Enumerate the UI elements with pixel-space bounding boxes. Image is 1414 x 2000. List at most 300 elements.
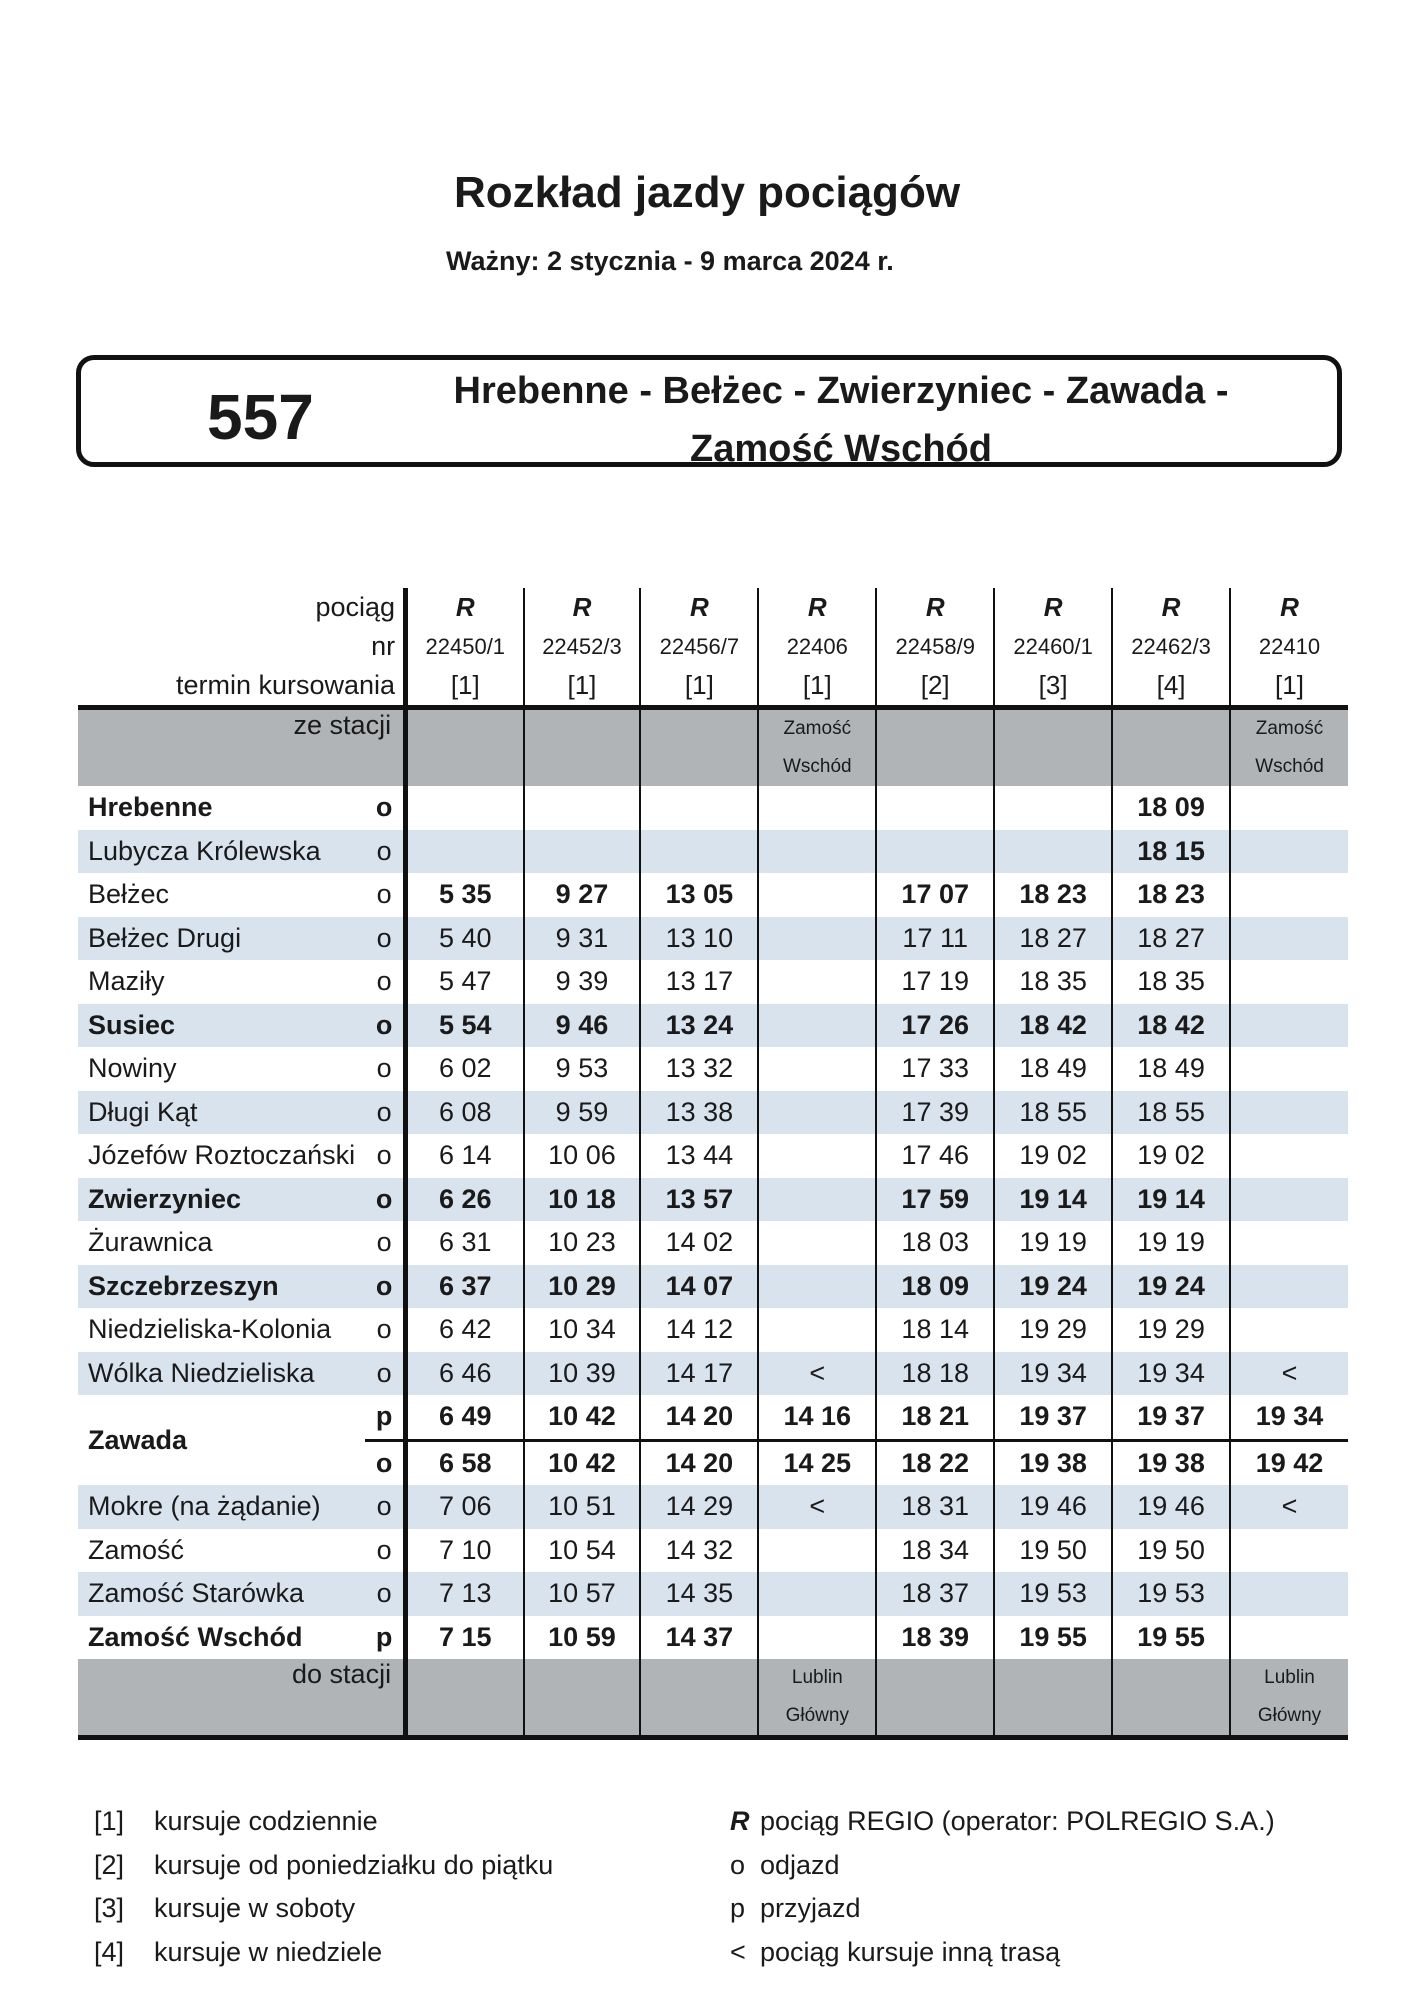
arrival-departure-mark: o (365, 1529, 405, 1573)
station-name: Zamość Wschód (88, 1621, 303, 1652)
station-name: Maziły (88, 966, 165, 997)
arrival-departure-mark: o (365, 1178, 405, 1222)
departure-time: 6 02 (439, 1053, 492, 1084)
legend-schedule-terms (94, 1800, 553, 1974)
departure-time: 18 49 (1112, 1047, 1230, 1091)
departure-time: 14 02 (640, 1221, 758, 1265)
departure-time (640, 830, 758, 874)
station-name: Bełżec Drugi (78, 917, 365, 961)
departure-time: 19 53 (994, 1572, 1112, 1616)
train-category-row (78, 588, 1348, 627)
legend-key: [1] (94, 1806, 125, 1836)
departure-time: 18 35 (1112, 960, 1230, 1004)
legend-key: o (730, 1849, 746, 1880)
to-station-line-2: Główny (785, 1705, 849, 1726)
departure-time (876, 786, 994, 830)
train-category: R (1112, 588, 1230, 627)
station-row (78, 1616, 1348, 1660)
from-station (406, 708, 524, 787)
station-name: Lubycza Królewska (78, 830, 365, 874)
from-station-line-2: Wschód (1255, 756, 1324, 777)
arrival-departure-mark: o (365, 960, 405, 1004)
departure-time: 6 26 (406, 1178, 524, 1222)
station-name: Długi Kąt (78, 1091, 365, 1135)
arrival-departure-mark: o (365, 786, 405, 830)
departure-time: 13 17 (640, 960, 758, 1004)
departure-time: 10 34 (524, 1308, 641, 1352)
departure-time (994, 830, 1112, 874)
to-station (640, 1659, 758, 1738)
departure-time (1230, 960, 1348, 1004)
from-station (524, 708, 641, 787)
station-name: Nowiny (88, 1053, 177, 1084)
station-name: Zamość (88, 1534, 185, 1565)
train-schedule-term: [1] (758, 666, 876, 708)
route-header-box (76, 355, 1342, 470)
departure-time: 19 55 (994, 1616, 1112, 1660)
departure-time: 19 29 (994, 1308, 1112, 1352)
departure-time (1230, 830, 1348, 874)
legend-key: [4] (94, 1936, 125, 1967)
departure-time: 6 08 (406, 1091, 524, 1135)
train-schedule-term: [2] (876, 666, 994, 708)
departure-time: 19 37 (1112, 1395, 1230, 1440)
departure-time: 17 11 (876, 917, 994, 961)
departure-time: 19 46 (1112, 1485, 1230, 1529)
station-row (78, 1265, 1348, 1309)
train-category: R (876, 588, 994, 627)
departure-time: 19 24 (994, 1265, 1112, 1309)
arrival-departure-mark: p (365, 1395, 405, 1440)
train-schedule-term: [3] (994, 666, 1112, 708)
arrival-departure-mark: o (365, 1134, 405, 1178)
legend-symbols (730, 1800, 1275, 1974)
from-station (1230, 708, 1348, 787)
station-row (78, 1572, 1348, 1616)
legend-item (94, 1844, 553, 1888)
departure-time (758, 960, 876, 1004)
departure-time: 13 44 (640, 1134, 758, 1178)
departure-time: 18 15 (1112, 830, 1230, 874)
train-schedule-term: [1] (524, 666, 641, 708)
departure-time: 19 14 (994, 1178, 1112, 1222)
departure-time: 14 37 (640, 1616, 758, 1660)
departure-time: 18 42 (994, 1004, 1112, 1048)
route-number: 557 (207, 381, 314, 453)
departure-time (1230, 917, 1348, 961)
departure-time: 17 26 (876, 1004, 994, 1048)
train-number: 22460/1 (994, 627, 1112, 666)
departure-time: 5 54 (406, 1004, 524, 1048)
departure-time: 19 38 (994, 1440, 1112, 1485)
departure-time: 14 35 (640, 1572, 758, 1616)
station-name: Zwierzyniec (78, 1178, 365, 1222)
from-station (758, 708, 876, 787)
arrival-departure-mark: o (365, 1265, 405, 1309)
station-name: Hrebenne (88, 792, 213, 823)
departure-time (758, 1004, 876, 1048)
train-number: 22450/1 (425, 633, 506, 659)
departure-time: 7 06 (406, 1485, 524, 1529)
departure-time: 14 20 (640, 1395, 758, 1440)
departure-time (1230, 1265, 1348, 1309)
departure-time (758, 786, 876, 830)
legend-key: R (730, 1806, 750, 1836)
departure-time (1230, 1616, 1348, 1660)
departure-time: 10 29 (524, 1265, 641, 1309)
station-row (78, 917, 1348, 961)
departure-time: 6 58 (439, 1447, 492, 1478)
arrival-departure-mark: o (365, 917, 405, 961)
legend-key: < (730, 1936, 746, 1967)
departure-time: 19 34 (994, 1352, 1112, 1396)
departure-time: 18 49 (994, 1047, 1112, 1091)
departure-time (1230, 1004, 1348, 1048)
departure-time (758, 1572, 876, 1616)
departure-time: 19 24 (1112, 1265, 1230, 1309)
departure-time: 6 42 (439, 1314, 492, 1345)
legend-text: kursuje w niedziele (154, 1936, 383, 1967)
departure-time: 14 29 (640, 1485, 758, 1529)
station-name: Mokre (na żądanie) (78, 1485, 365, 1529)
departure-time (758, 917, 876, 961)
departure-time (758, 1308, 876, 1352)
departure-time (524, 830, 641, 874)
departure-time: 6 14 (439, 1140, 492, 1171)
departure-time: 18 37 (876, 1572, 994, 1616)
to-station (1112, 1659, 1230, 1738)
departure-time: < (758, 1485, 876, 1529)
legend-key: [2] (94, 1849, 125, 1880)
station-row (78, 1485, 1348, 1529)
departure-time (758, 1091, 876, 1135)
departure-time: 18 21 (876, 1395, 994, 1440)
station-row (78, 873, 1348, 917)
departure-time (758, 1221, 876, 1265)
departure-time: 13 38 (640, 1091, 758, 1135)
station-name: Bełżec (88, 879, 170, 910)
departure-time (1230, 1178, 1348, 1222)
station-row (78, 786, 1348, 830)
legend-item (94, 1931, 553, 1975)
train-number-label: nr (78, 627, 406, 666)
from-station (876, 708, 994, 787)
departure-time: 5 40 (406, 917, 524, 961)
train-category: R (994, 588, 1112, 627)
departure-time (758, 873, 876, 917)
departure-time: 6 46 (406, 1352, 524, 1396)
departure-time: 18 09 (1112, 786, 1230, 830)
departure-time (640, 786, 758, 830)
departure-time (758, 1047, 876, 1091)
departure-time: 19 50 (1112, 1529, 1230, 1573)
departure-time: 17 19 (876, 960, 994, 1004)
station-name: Zawada (88, 1424, 188, 1455)
from-station-line-1: Zamość (783, 718, 852, 739)
arrival-departure-mark: o (365, 1091, 405, 1135)
departure-time: 18 23 (1112, 873, 1230, 917)
train-category: R (640, 588, 758, 627)
departure-time: 14 16 (758, 1395, 876, 1440)
station-row (78, 830, 1348, 874)
departure-time (758, 1616, 876, 1660)
station-row (78, 1529, 1348, 1573)
train-category-label: pociąg (78, 588, 406, 627)
departure-time: 19 37 (994, 1395, 1112, 1440)
departure-time (1230, 1572, 1348, 1616)
departure-time: 18 23 (994, 873, 1112, 917)
from-station-line-2: Wschód (782, 756, 852, 777)
legend-text: przyjazd (760, 1893, 861, 1923)
departure-time (406, 830, 524, 874)
departure-time: 13 32 (640, 1047, 758, 1091)
departure-time: 10 18 (524, 1178, 641, 1222)
station-row (78, 1352, 1348, 1396)
to-station (758, 1659, 876, 1738)
departure-time: < (1230, 1352, 1348, 1396)
from-station-line-1: Zamość (1255, 718, 1324, 739)
departure-time (994, 786, 1112, 830)
departure-time: 14 17 (640, 1352, 758, 1396)
departure-time: 6 31 (439, 1227, 492, 1258)
arrival-departure-mark: o (365, 1572, 405, 1616)
train-number: 22462/3 (1112, 627, 1230, 666)
to-station-label: do stacji (78, 1659, 406, 1738)
departure-time (1230, 1134, 1348, 1178)
departure-time: 13 05 (640, 873, 758, 917)
legend-text: kursuje codziennie (154, 1806, 378, 1836)
legend-text: pociąg REGIO (operator: POLREGIO S.A.) (760, 1806, 1275, 1836)
arrival-departure-mark: o (365, 1485, 405, 1529)
departure-time (524, 786, 641, 830)
departure-time: 17 07 (876, 873, 994, 917)
to-station-line-2: Główny (1257, 1705, 1322, 1726)
train-number: 22410 (1230, 627, 1348, 666)
arrival-departure-mark: o (365, 1308, 405, 1352)
legend-item (730, 1931, 1275, 1975)
from-station (994, 708, 1112, 787)
to-station (876, 1659, 994, 1738)
departure-time: 19 34 (1112, 1352, 1230, 1396)
departure-time: 19 19 (994, 1221, 1112, 1265)
arrival-departure-mark: o (365, 1221, 405, 1265)
departure-time: 17 59 (876, 1178, 994, 1222)
departure-time (1230, 1529, 1348, 1573)
departure-time (876, 830, 994, 874)
arrival-departure-mark: o (365, 1352, 405, 1396)
train-number: 22456/7 (640, 627, 758, 666)
departure-time: 18 18 (876, 1352, 994, 1396)
to-station-line-1: Lublin (1264, 1667, 1315, 1688)
station-row (78, 1221, 1348, 1265)
to-station (1230, 1659, 1348, 1738)
legend-key: [3] (94, 1893, 125, 1923)
legend-item (730, 1800, 1275, 1844)
arrival-departure-mark: o (365, 1004, 405, 1048)
route-name-line-1: Hrebenne - Bełżec - Zwierzyniec - Zawada - (453, 370, 1229, 412)
station-row (78, 1004, 1348, 1048)
departure-time: 18 09 (876, 1265, 994, 1309)
legend-text: pociąg kursuje inną trasą (760, 1936, 1061, 1967)
departure-time: 7 10 (439, 1534, 492, 1565)
departure-time: 18 55 (994, 1091, 1112, 1135)
departure-time: 9 53 (524, 1047, 641, 1091)
departure-time: < (758, 1352, 876, 1396)
departure-time: 10 42 (524, 1395, 641, 1440)
arrival-departure-mark: o (365, 873, 405, 917)
departure-time: 13 24 (640, 1004, 758, 1048)
departure-time: 10 23 (524, 1221, 641, 1265)
train-category: R (455, 592, 475, 622)
departure-time: 17 33 (876, 1047, 994, 1091)
legend-text: kursuje w soboty (154, 1893, 356, 1923)
from-station (640, 708, 758, 787)
departure-time: 19 02 (994, 1134, 1112, 1178)
legend-item (730, 1887, 1275, 1931)
arrival-departure-mark: o (365, 830, 405, 874)
station-name: Susiec (78, 1004, 365, 1048)
departure-time: 18 27 (994, 917, 1112, 961)
departure-time: 18 55 (1112, 1091, 1230, 1135)
departure-time: 18 35 (994, 960, 1112, 1004)
departure-time: 6 49 (406, 1395, 524, 1440)
departure-time: 6 37 (406, 1265, 524, 1309)
departure-time: 19 34 (1230, 1395, 1348, 1440)
departure-time: 7 15 (439, 1621, 492, 1652)
to-station-row (78, 1659, 1348, 1738)
departure-time: 18 22 (876, 1440, 994, 1485)
arrival-departure-mark: p (365, 1616, 405, 1660)
to-station (406, 1659, 524, 1738)
departure-time: 18 31 (876, 1485, 994, 1529)
station-row (78, 960, 1348, 1004)
departure-time: 19 42 (1230, 1440, 1348, 1485)
legend-item (94, 1887, 553, 1931)
departure-time (1230, 1047, 1348, 1091)
arrival-departure-mark: o (365, 1440, 405, 1485)
departure-time (758, 1529, 876, 1573)
departure-time: 18 39 (876, 1616, 994, 1660)
departure-time: 19 55 (1112, 1616, 1230, 1660)
departure-time: 9 46 (524, 1004, 641, 1048)
departure-time: 14 32 (640, 1529, 758, 1573)
validity-period: Ważny: 2 stycznia - 9 marca 2024 r. (446, 246, 894, 276)
to-station (524, 1659, 641, 1738)
departure-time: 19 19 (1112, 1221, 1230, 1265)
station-row (78, 1047, 1348, 1091)
departure-time: 19 46 (994, 1485, 1112, 1529)
station-name: Wólka Niedzieliska (78, 1352, 365, 1396)
departure-time: 19 02 (1112, 1134, 1230, 1178)
departure-time: < (1230, 1485, 1348, 1529)
departure-time: 10 06 (524, 1134, 641, 1178)
train-number: 22458/9 (876, 627, 994, 666)
departure-time: 19 29 (1112, 1308, 1230, 1352)
departure-time: 5 35 (439, 879, 492, 910)
departure-time: 14 07 (640, 1265, 758, 1309)
train-category: R (758, 588, 876, 627)
departure-time (406, 786, 524, 830)
departure-time: 18 14 (876, 1308, 994, 1352)
train-schedule-term: [1] (1230, 666, 1348, 708)
route-name (411, 362, 1271, 478)
departure-time (1230, 1221, 1348, 1265)
departure-time (758, 1134, 876, 1178)
to-station-line-1: Lublin (791, 1667, 843, 1688)
from-station (1112, 708, 1230, 787)
departure-time: 5 47 (439, 966, 492, 997)
departure-time: 18 27 (1112, 917, 1230, 961)
departure-time: 17 39 (876, 1091, 994, 1135)
station-row (78, 1178, 1348, 1222)
arrival-departure-mark: o (365, 1047, 405, 1091)
train-category: R (1230, 588, 1348, 627)
departure-time: 7 13 (406, 1572, 524, 1616)
departure-time: 9 59 (524, 1091, 641, 1135)
station-row (78, 1091, 1348, 1135)
departure-time: 18 03 (876, 1221, 994, 1265)
departure-time: 19 14 (1112, 1178, 1230, 1222)
legend-item (730, 1844, 1275, 1888)
train-schedule-term: [1] (450, 670, 480, 700)
departure-time: 19 38 (1112, 1440, 1230, 1485)
from-station-row (78, 708, 1348, 787)
departure-time (758, 1178, 876, 1222)
departure-time: 18 42 (1112, 1004, 1230, 1048)
station-row (78, 1134, 1348, 1178)
station-row (78, 1395, 1348, 1440)
departure-time: 13 10 (640, 917, 758, 961)
train-number: 22452/3 (524, 627, 641, 666)
station-name: Żurawnica (88, 1227, 213, 1258)
train-number: 22406 (758, 627, 876, 666)
departure-time: 10 42 (524, 1440, 641, 1485)
from-station-label: ze stacji (78, 708, 406, 787)
station-name: Niedzieliska-Kolonia (88, 1314, 332, 1345)
station-row (78, 1308, 1348, 1352)
departure-time: 13 57 (640, 1178, 758, 1222)
train-number-row (78, 627, 1348, 666)
station-name: Szczebrzeszyn (78, 1265, 365, 1309)
departure-time (1230, 786, 1348, 830)
station-name: Zamość Starówka (78, 1572, 365, 1616)
departure-time: 18 34 (876, 1529, 994, 1573)
departure-time (1230, 1308, 1348, 1352)
departure-time: 10 59 (524, 1616, 641, 1660)
departure-time: 10 51 (524, 1485, 641, 1529)
departure-time: 14 20 (640, 1440, 758, 1485)
train-schedule-term-row (78, 666, 1348, 708)
departure-time (758, 1265, 876, 1309)
departure-time: 9 31 (524, 917, 641, 961)
departure-time: 10 54 (524, 1529, 641, 1573)
departure-time: 10 39 (524, 1352, 641, 1396)
route-name-line-2: Zamość Wschód (690, 428, 992, 470)
departure-time: 19 53 (1112, 1572, 1230, 1616)
departure-time (1230, 873, 1348, 917)
legend-item (94, 1800, 553, 1844)
timetable (78, 588, 1348, 1740)
departure-time: 14 12 (640, 1308, 758, 1352)
legend-text: kursuje od poniedziałku do piątku (154, 1849, 554, 1880)
page-title: Rozkład jazdy pociągów (453, 168, 961, 217)
departure-time: 19 50 (994, 1529, 1112, 1573)
train-schedule-term: [4] (1112, 666, 1230, 708)
departure-time: 10 57 (524, 1572, 641, 1616)
departure-time: 17 46 (876, 1134, 994, 1178)
departure-time: 9 27 (524, 873, 641, 917)
departure-time (758, 830, 876, 874)
